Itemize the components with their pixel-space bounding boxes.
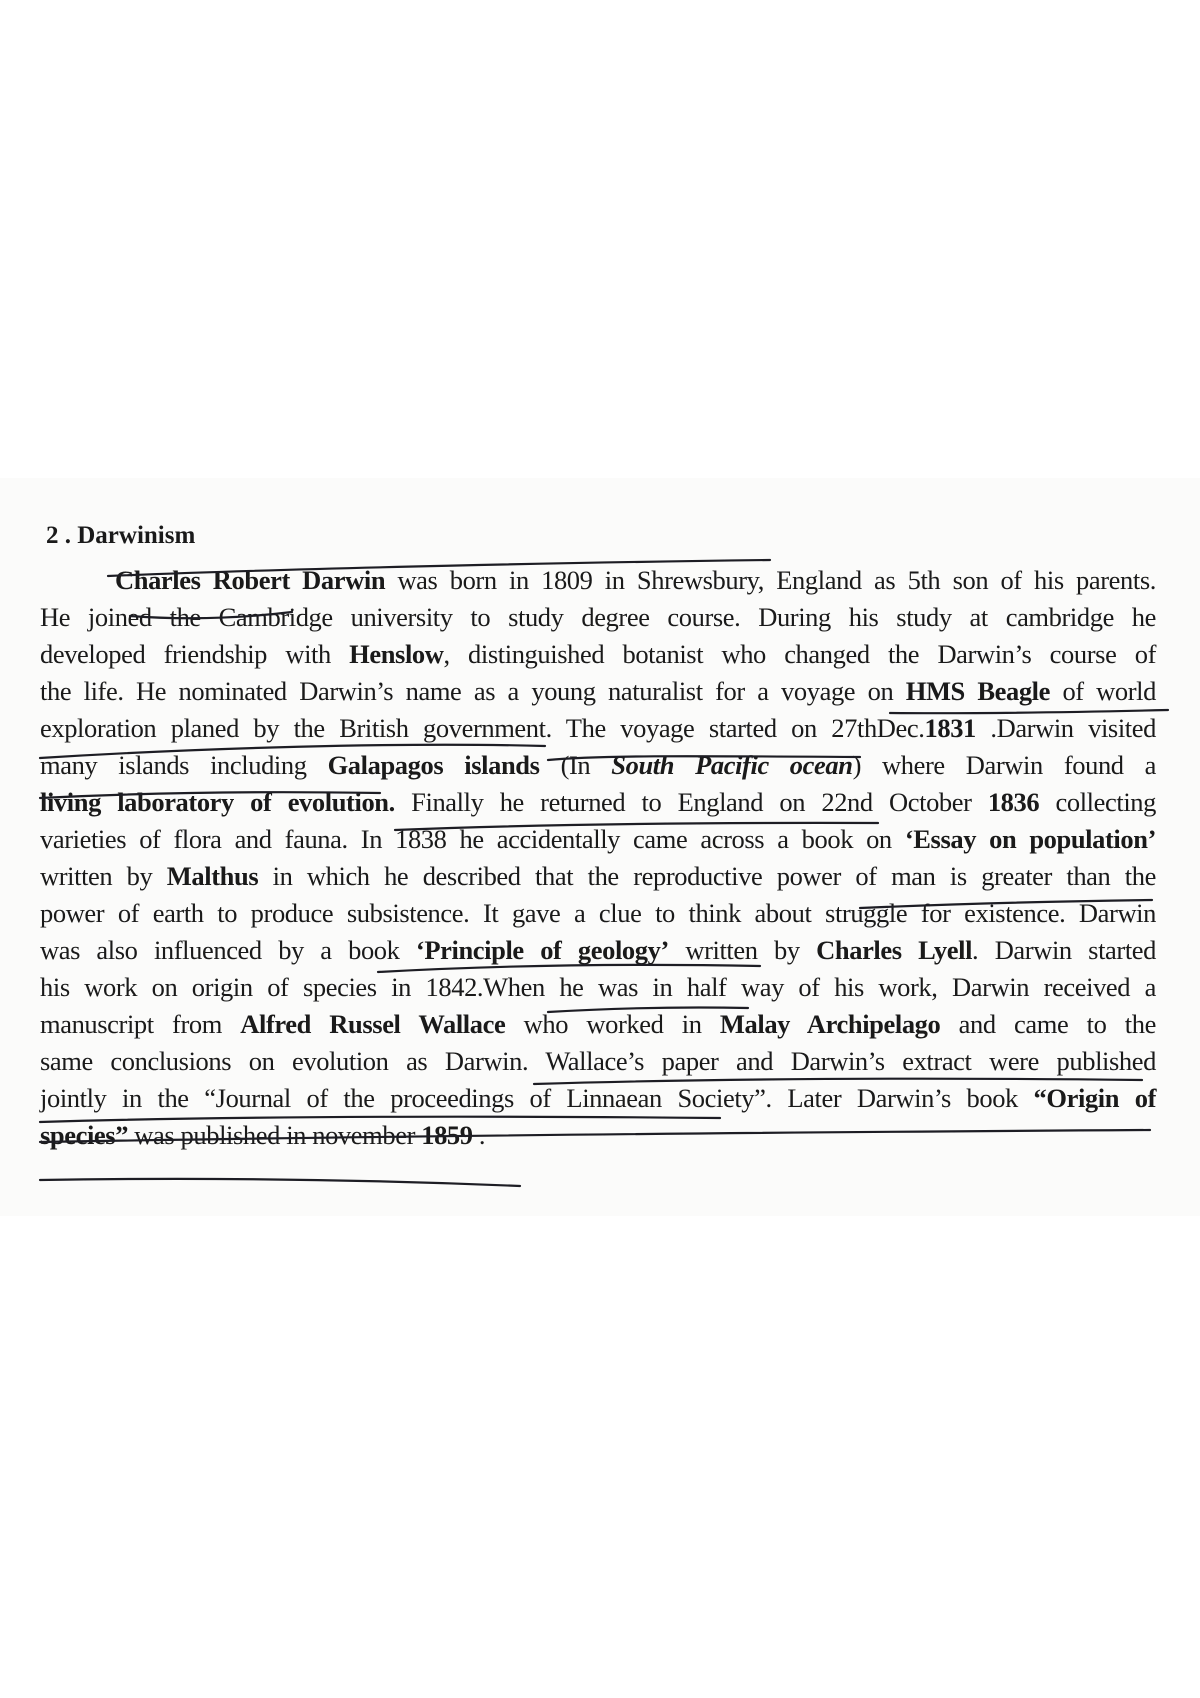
emphasized-text: 1859: [421, 1120, 473, 1150]
text-line: [40, 747, 1156, 784]
text-run: power of earth to produce subsistence. It gave a clue to think about struggle for existence. Darwin: [40, 898, 1156, 928]
emphasized-text: 1836: [987, 787, 1040, 817]
text-line: [40, 1117, 1156, 1154]
text-line: [40, 821, 1156, 858]
document-body: [40, 518, 1156, 1154]
text-run: in which he described that the reproductive power of man is greater than the: [258, 861, 1156, 891]
text-line: [40, 562, 1156, 599]
text-line: [40, 599, 1156, 636]
text-run: who worked in: [505, 1009, 720, 1039]
text-run: ) where Darwin found a: [852, 750, 1157, 780]
text-run: He joined the Cambridge university to study degree course. During his study at cambridge he: [40, 602, 1156, 632]
text-run: his work on origin of species in 1842.When he was in half way of his work, Darwin received a: [40, 972, 1156, 1002]
emphasized-text: species”: [40, 1120, 129, 1150]
text-run: developed friendship with: [40, 639, 350, 669]
text-run: , distinguished botanist who changed the Darwin’s course of: [443, 639, 1157, 669]
text-run: exploration planed by the British government. The voyage started on 27thDec.: [40, 713, 925, 743]
text-run: was also influenced by a book: [40, 935, 416, 965]
text-run: .: [472, 1120, 486, 1150]
text-line: [40, 1043, 1156, 1080]
text-run: and came to the: [940, 1009, 1156, 1039]
emphasized-text: “Origin of: [1033, 1083, 1156, 1113]
text-line: [40, 932, 1156, 969]
text-run: Finally he returned to England on 22nd October: [394, 787, 988, 817]
text-line: [40, 673, 1156, 710]
text-line: [40, 636, 1156, 673]
section-heading: 2 . Darwinism: [46, 522, 196, 549]
text-line: [40, 969, 1156, 1006]
text-run: manuscript from: [40, 1009, 241, 1039]
emphasized-text: 1831: [924, 713, 976, 743]
text-run: was published in november: [128, 1120, 422, 1150]
text-run: written by: [668, 935, 817, 965]
emphasized-text: living laboratory of evolution.: [40, 787, 395, 817]
text-line: [40, 1006, 1156, 1043]
emphasized-text: Charles Lyell: [816, 935, 973, 965]
emphasized-text: Malthus: [166, 861, 259, 891]
text-run: written by: [40, 861, 167, 891]
emphasized-text: Charles Robert Darwin: [115, 565, 386, 595]
emphasized-text: Galapagos islands: [327, 750, 540, 780]
text-line: [40, 710, 1156, 747]
text-line: [40, 858, 1156, 895]
emphasized-text: Henslow: [349, 639, 444, 669]
emphasized-text: Malay Archipelago: [719, 1009, 941, 1039]
paragraph: [40, 562, 1156, 1154]
text-run: (In: [539, 750, 612, 780]
text-run: . Darwin started: [972, 935, 1157, 965]
text-run: .Darwin visited: [975, 713, 1156, 743]
text-run: collecting: [1039, 787, 1156, 817]
text-line: [40, 895, 1156, 932]
text-run: jointly in the “Journal of the proceedings of Linnaean Society”. Later Darwin’s book: [40, 1083, 1034, 1113]
text-run: many islands including: [40, 750, 328, 780]
emphasized-text: ‘Essay on population’: [904, 824, 1156, 854]
text-run: of world: [1050, 676, 1156, 706]
emphasized-text: HMS Beagle: [905, 676, 1050, 706]
emphasized-text: ‘Principle of geology’: [415, 935, 669, 965]
text-run: was born in 1809 in Shrewsbury, England as 5th son of his parents.: [385, 565, 1156, 595]
emphasized-text: Alfred Russel Wallace: [240, 1009, 506, 1039]
text-run: varieties of flora and fauna. In 1838 he accidentally came across a book on: [40, 824, 905, 854]
text-run: the life. He nominated Darwin’s name as a young naturalist for a voyage on: [40, 676, 906, 706]
text-line: [40, 784, 1156, 821]
text-run: same conclusions on evolution as Darwin. Wallace’s paper and Darwin’s extract were published: [40, 1046, 1156, 1076]
emphasized-text: South Pacific ocean: [611, 750, 853, 780]
text-line: [40, 1080, 1156, 1117]
